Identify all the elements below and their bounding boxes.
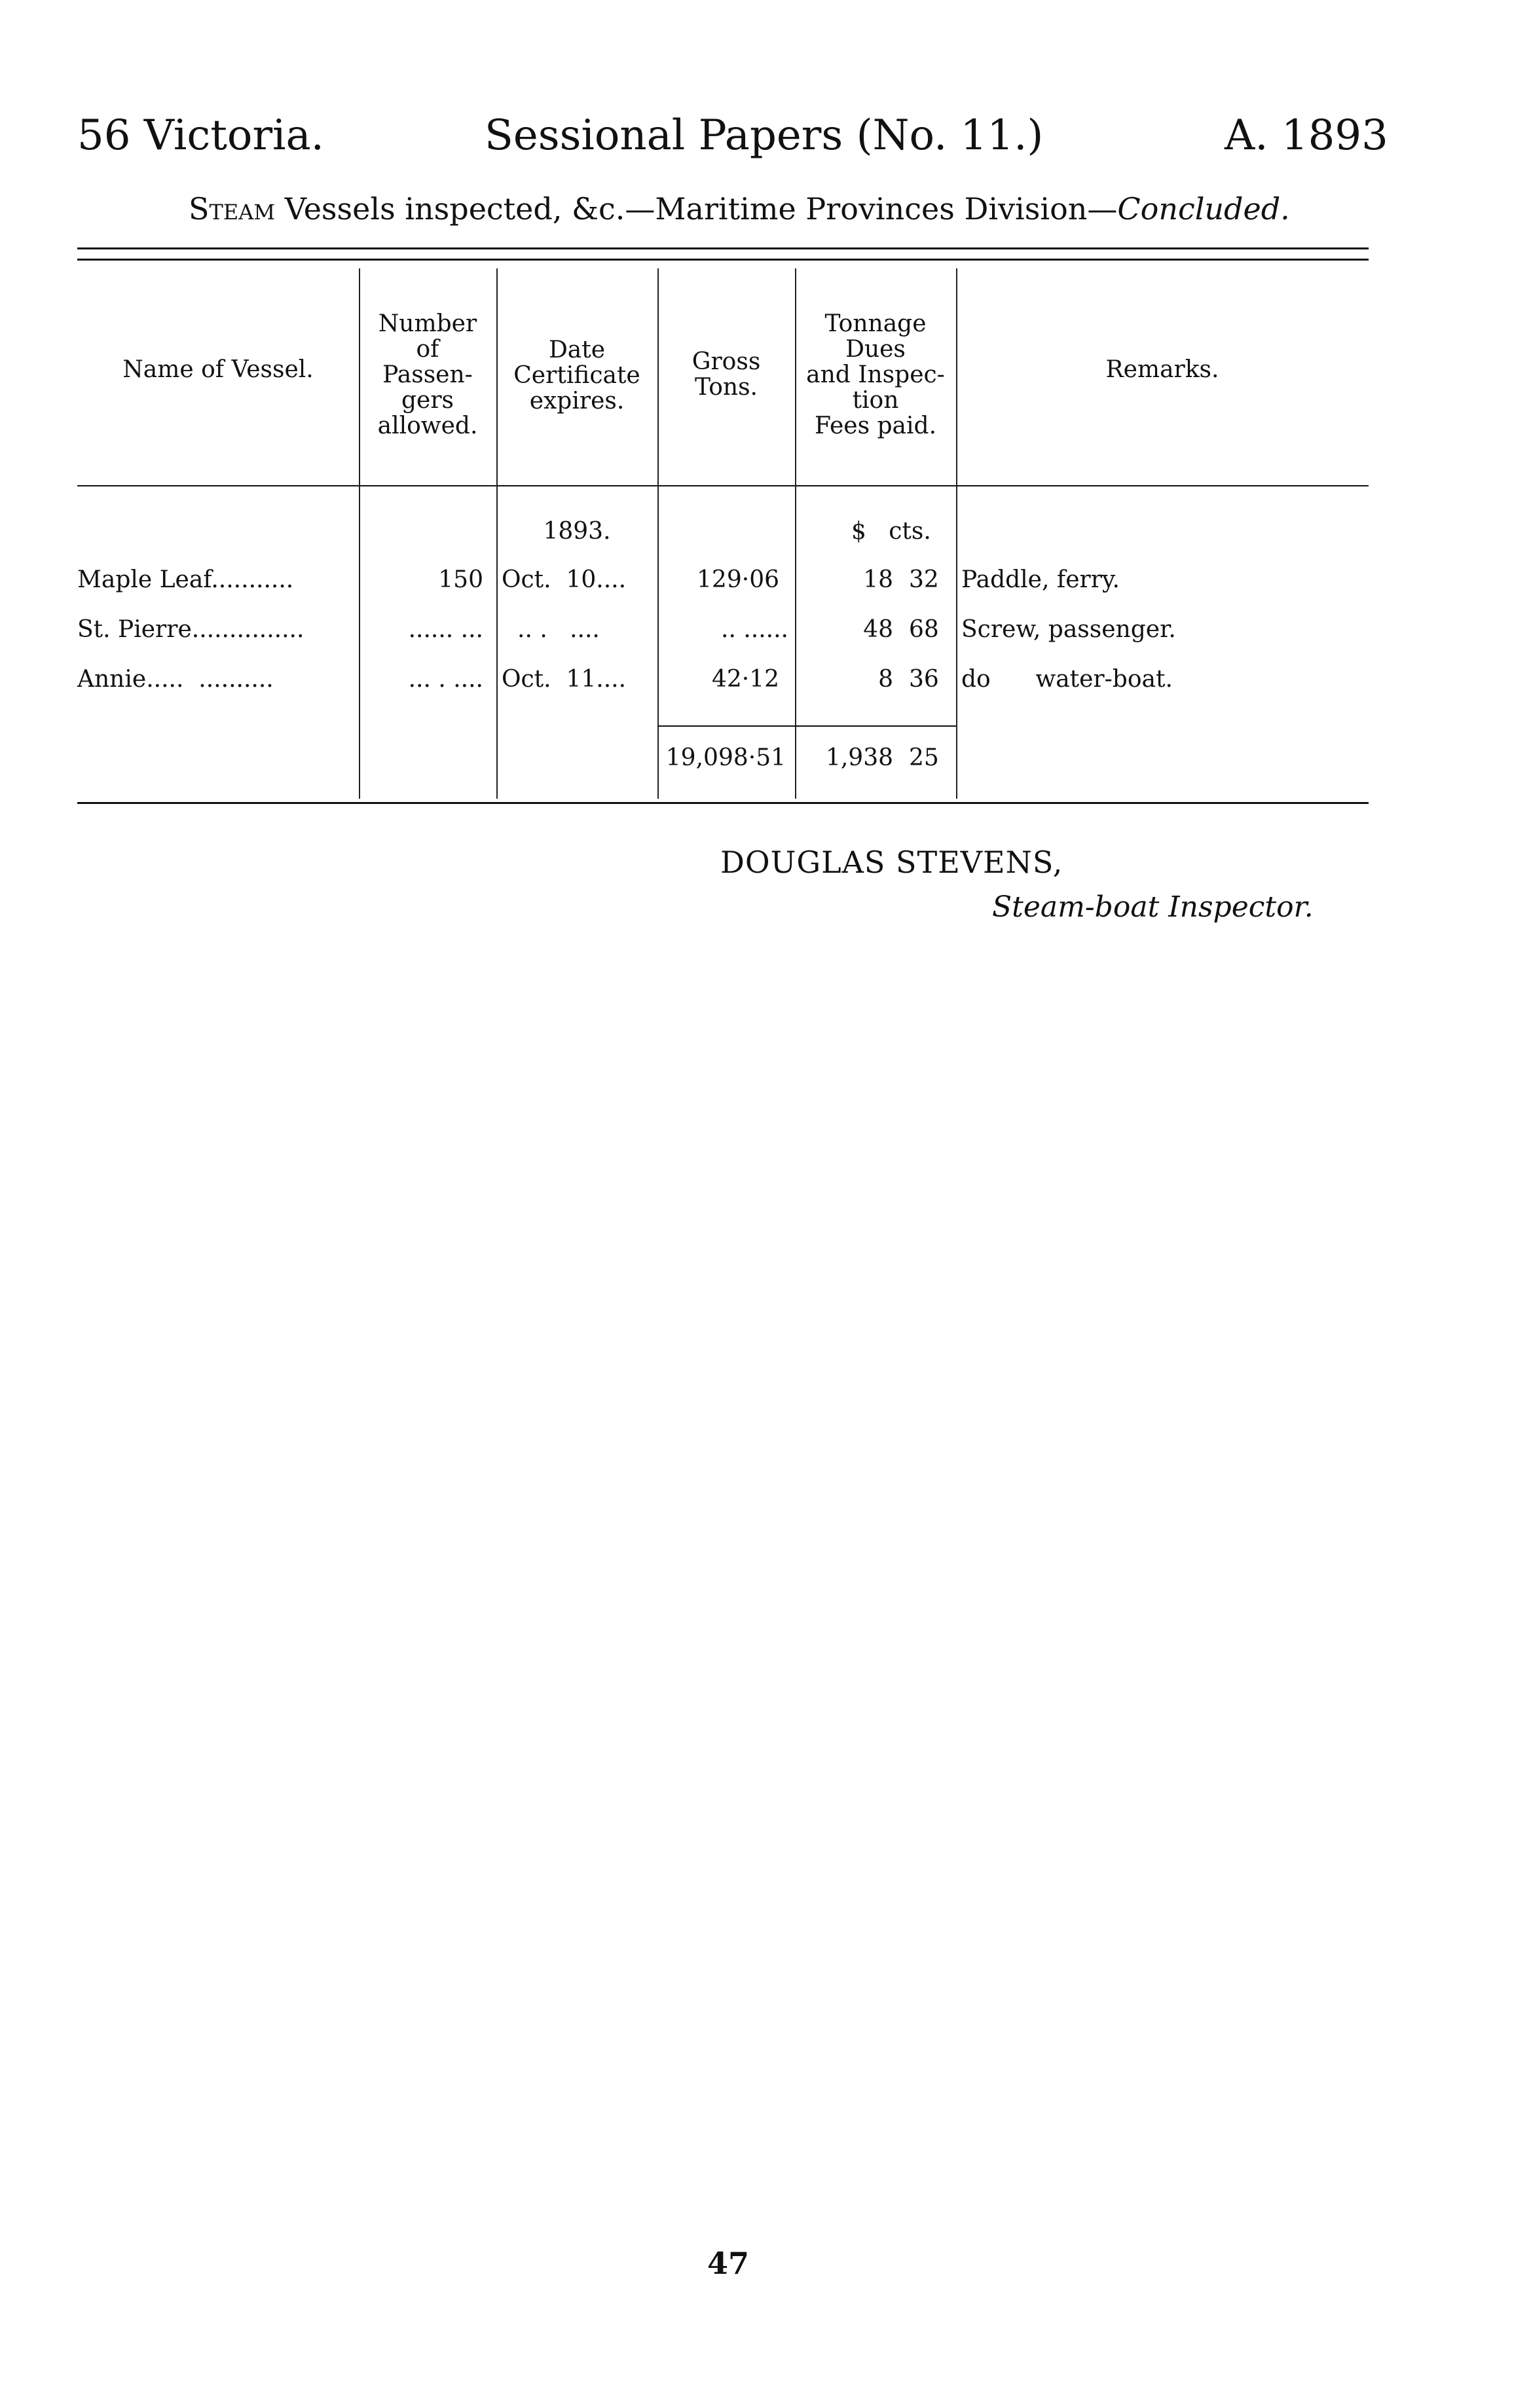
year-label: A. 1893 <box>1225 111 1388 160</box>
passengers-allowed: ...... ... <box>408 616 483 643</box>
table-bottom-rule <box>77 802 1369 804</box>
certificate-expiry: .. . .... <box>517 616 600 643</box>
gross-tons: 42·12 <box>711 666 779 693</box>
tonnage-unit: $ cts. <box>851 518 931 545</box>
top-double-rule-1 <box>77 247 1369 249</box>
passengers-allowed: ... . .... <box>408 666 483 693</box>
column-header-passengers: Number of Passen- gers allowed. <box>377 310 478 439</box>
column-header-remarks: Remarks. <box>1105 356 1219 383</box>
certificate-expiry: Oct. 11.... <box>502 666 627 693</box>
vessel-name: St. Pierre............... <box>77 616 304 643</box>
remarks: Screw, passenger. <box>961 616 1176 643</box>
fees-dollars: 48 <box>863 616 893 643</box>
column-divider <box>956 268 957 799</box>
fees-dollars: 8 <box>878 666 893 693</box>
total-gross-tons: 19,098·51 <box>665 744 786 771</box>
volume-label: 56 Victoria. <box>77 111 324 160</box>
table-title-smallcaps: Steam <box>189 191 276 227</box>
gross-tons: .. ...... <box>721 616 788 643</box>
vessel-name: Maple Leaf........... <box>77 566 294 593</box>
totals-rule <box>657 725 956 727</box>
remarks: do water-boat. <box>961 666 1173 693</box>
inspector-title: Steam-boat Inspector. <box>992 890 1314 924</box>
fees-dollars: 18 <box>863 566 893 593</box>
total-fees-cents: 25 <box>909 744 939 771</box>
column-divider <box>657 268 659 799</box>
header-bottom-rule <box>77 485 1369 486</box>
table-title <box>189 191 1290 227</box>
total-fees-dollars: 1,938 <box>825 744 893 771</box>
date-unit-year: 1893. <box>543 518 611 545</box>
vessel-name: Annie..... .......... <box>77 666 274 693</box>
column-header-gross: Gross Tons. <box>692 348 761 401</box>
column-header-date: Date Certificate expires. <box>513 337 640 414</box>
column-header-name: Name of Vessel. <box>122 356 314 383</box>
inspector-name: DOUGLAS STEVENS, <box>720 845 1063 880</box>
fees-cents: 68 <box>909 616 939 643</box>
remarks: Paddle, ferry. <box>961 566 1120 593</box>
certificate-expiry: Oct. 10.... <box>502 566 627 593</box>
table-title-main: Vessels inspected, &c.—Maritime Provinces Division— <box>275 191 1118 227</box>
passengers-allowed: 150 <box>438 566 483 593</box>
document-title: Sessional Papers (No. 11.) <box>485 111 1044 160</box>
page-number: 47 <box>707 2246 750 2281</box>
fees-cents: 32 <box>909 566 939 593</box>
table-title-italic: Concluded. <box>1117 191 1290 227</box>
gross-tons: 129·06 <box>697 566 779 593</box>
top-double-rule-2 <box>77 259 1369 261</box>
fees-cents: 36 <box>909 666 939 693</box>
column-header-tonnage: Tonnage Dues and Inspec- tion Fees paid. <box>806 310 945 439</box>
